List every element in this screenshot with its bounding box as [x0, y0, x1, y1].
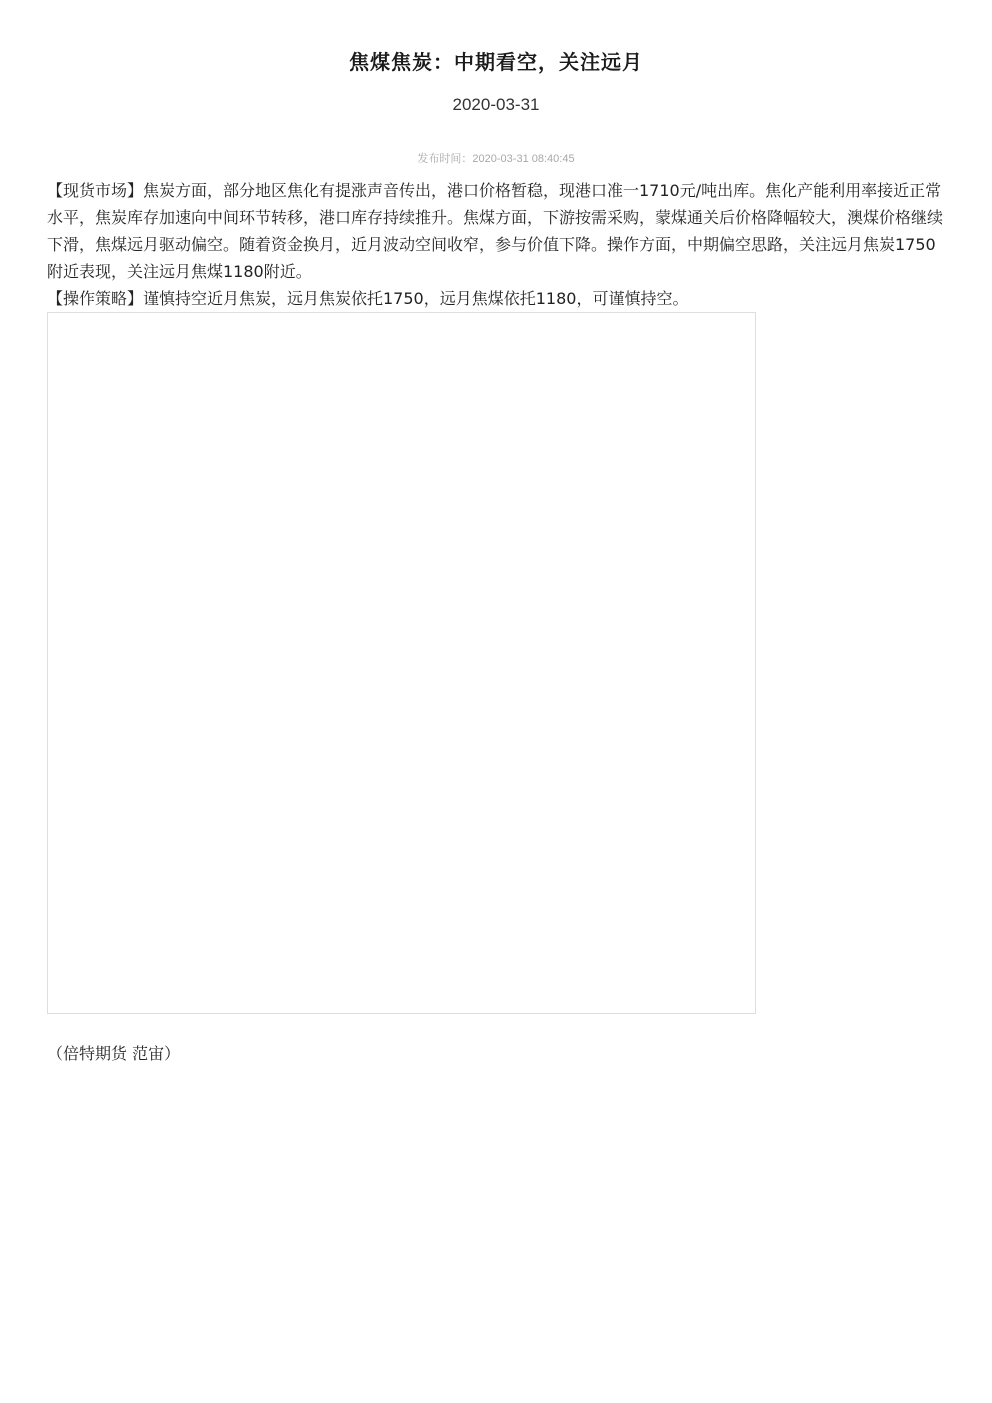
publish-time: 发布时间：2020-03-31 08:40:45 [417, 153, 575, 165]
article-source: （倍特期货 范宙） [47, 1044, 181, 1063]
article-title: 焦煤焦炭：中期看空，关注远月 [349, 50, 643, 74]
article-date: 2020-03-31 [452, 95, 540, 114]
paragraph-strategy: 【操作策略】谨慎持空近月焦炭，远月焦炭依托1750，远月焦煤依托1180，可谨慎持空。 [47, 289, 689, 308]
paragraph-spot-market: 【现货市场】焦炭方面，部分地区焦化有提涨声音传出，港口价格暂稳，现港口准一1710元/吨出库。焦化产能利用率接近正常水平，焦炭库存加速向中间环节转移，港口库存持续推升。焦煤方面，下游按需采购，蒙煤通关后价格降幅较大，澳煤价格继续下滑，焦煤远月驱动偏空。随着资金换月，近月波动空间收窄，参与价值下降。操作方面，中期偏空思路，关注远月焦炭1750附近表现，关注远月焦煤1180附近。 [47, 181, 944, 281]
article-image-placeholder [47, 312, 756, 1014]
article-body [47, 177, 945, 312]
